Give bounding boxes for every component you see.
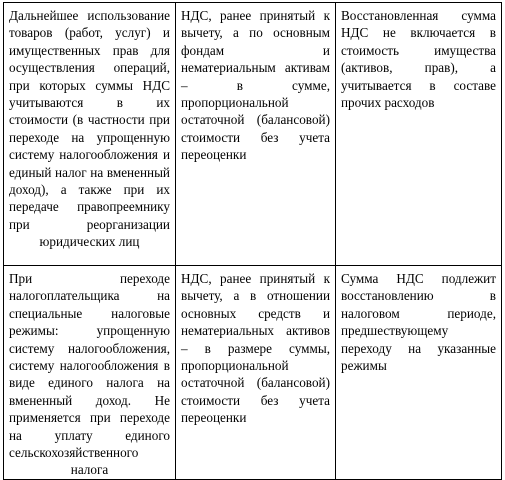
- table-row: [4, 3, 502, 266]
- restoration-condition-cell: При переходе налогоплательщика на специальные налоговые режимы: упрощенную систему налогообложения, систему налогообложения в виде единого налога на вмененный доход. Не применяется при переходе на уплату единого сельскохозяйственного налога: [4, 266, 176, 480]
- accounting-treatment-cell: Сумма НДС подлежит восстановлению в налоговом периоде, предшествующему переходу на указанные режимы: [336, 266, 502, 480]
- restoration-condition-cell: Дальнейшее использование товаров (работ, услуг) и имущественных прав для осуществления операций, при которых суммы НДС учитываются в их стоимости (в частности при переходе на упрощенную систему налогообложения и единый налог на вмененный доход), а также при их передаче правопреемнику при реорганизации юридических лиц: [4, 3, 176, 266]
- accounting-treatment-cell: Восстановленная сумма НДС не включается в стоимость имущества (активов, прав), а учитывается в составе прочих расходов: [336, 3, 502, 266]
- restoration-amount-cell: НДС, ранее принятый к вычету, а в отношении основных средств и нематериальных активов – в размере суммы, пропорциональной остаточной (балансовой) стоимости без учета переоценки: [176, 266, 336, 480]
- vat-restoration-table: [3, 2, 502, 480]
- restoration-amount-cell: НДС, ранее принятый к вычету, а по основным фондам и нематериальным активам – в сумме, пропорциональной остаточной (балансовой) стоимости без учета переоценки: [176, 3, 336, 266]
- table-row: [4, 266, 502, 480]
